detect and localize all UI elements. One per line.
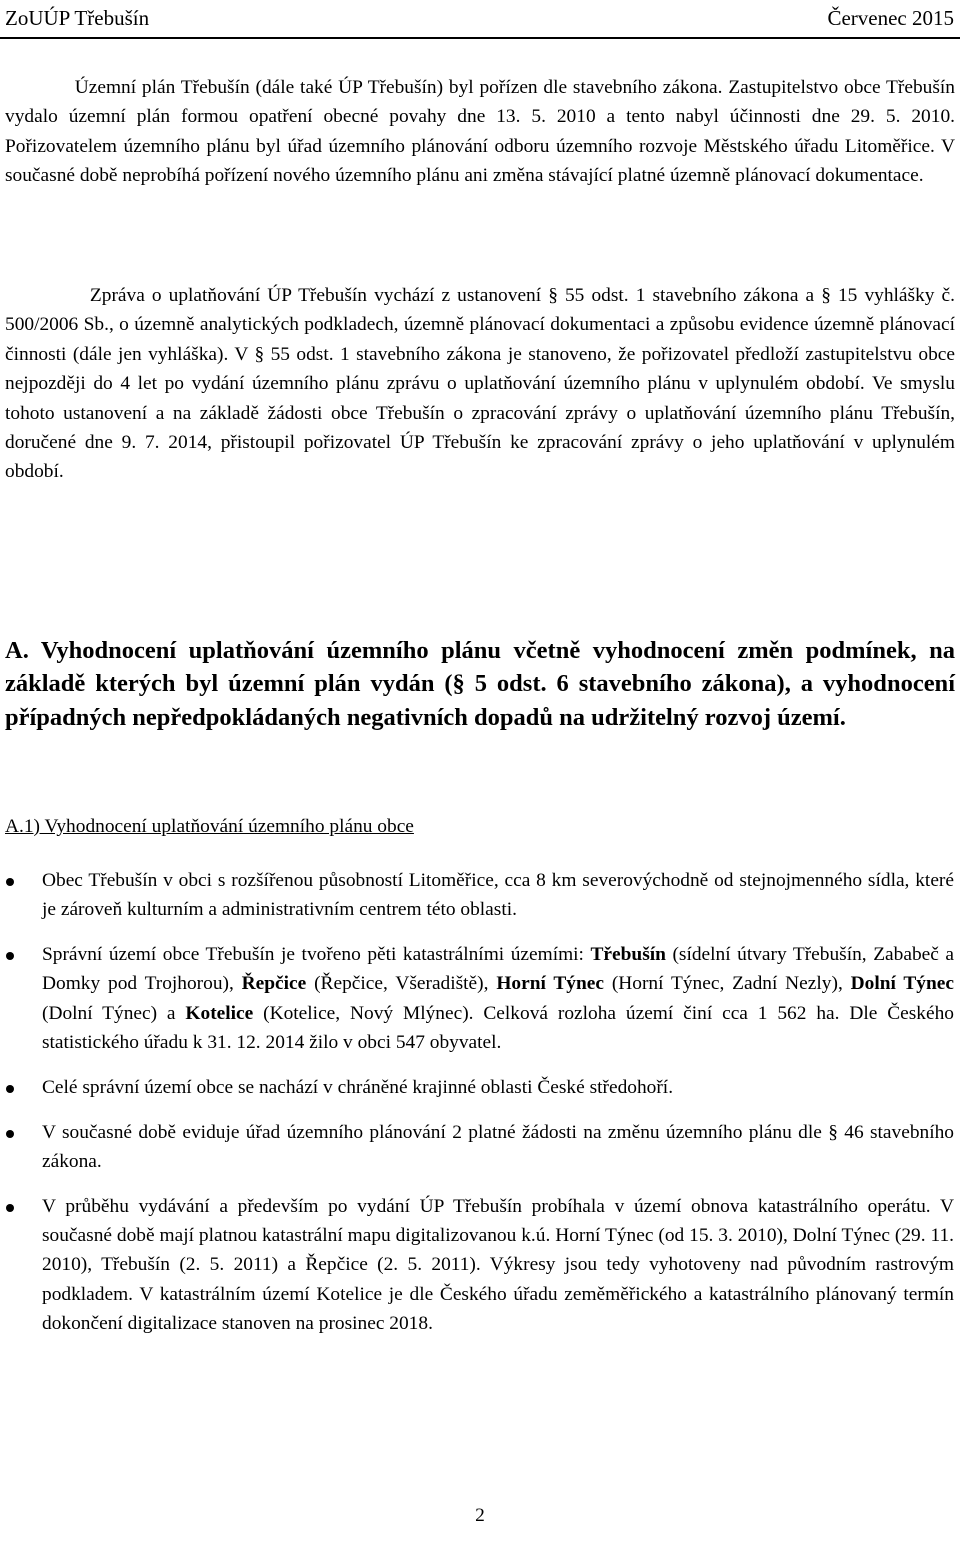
list-item	[0, 1073, 954, 1102]
list-item-text: V průběhu vydávání a především po vydání ÚP Třebušín probíhala v území obnova katastrálního operátu. V současné době mají platnou katastrální mapu digitalizovanou k.ú. Horní Týnec (od 15. 3. 2010), Dolní Týnec (29. 11. 2010), Třebušín (2. 5. 2011) a Řepčice (2. 5. 2011). Výkresy jsou tedy vyhotoveny nad původním rastrovým podkladem. V katastrálním území Kotelice je dle Českého úřadu zeměměřického a katastrálního plánovaný termín dokončení digitalizace stanoven na prosinec 2018.	[42, 1195, 954, 1334]
cadastral-name-trebusin: Třebušín	[590, 944, 666, 966]
bullet-icon	[6, 1204, 14, 1212]
page-header	[5, 4, 954, 34]
list-item-text: Obec Třebušín v obci s rozšířenou působností Litoměřice, cca 8 km severovýchodně od stejnojmenného sídla, které je zároveň kulturním a administrativním centrem této oblasti.	[42, 870, 954, 921]
bullet-icon	[6, 952, 14, 960]
intro-paragraph-2: Zpráva o uplatňování ÚP Třebušín vychází z ustanovení § 55 odst. 1 stavebního zákona a § 15 vyhlášky č. 500/2006 Sb., o územně analytických podkladech, územně plánovací dokumentaci a způsobu evidence územně plánovací činnosti (dále jen vyhláška). V § 55 odst. 1 stavebního zákona je stanoveno, že pořizovatel předloží zastupitelstvu obce nejpozději do 4 let po vydání územního plánu zprávu o uplatňování územního plánu v uplynulém období. Ve smyslu tohoto ustanovení a na základě žádosti obce Třebušín o zpracování zprávy o uplatňování územního plánu Třebušín, doručené dne 9. 7. 2014, přistoupil pořizovatel ÚP Třebušín ke zpracování zprávy o jeho uplatňování v uplynulém období.	[5, 285, 955, 483]
cadastral-name-kotelice: Kotelice	[185, 1002, 254, 1024]
bullet-icon	[6, 1130, 14, 1138]
intro-paragraph-1: Územní plán Třebušín (dále také ÚP Třebušín) byl pořízen dle stavebního zákona. Zastupitelstvo obce Třebušín vydalo územní plán formou opatření obecné povahy dne 13. 5. 2010 a tento nabyl účinnosti dne 29. 5. 2010. Pořizovatelem územního plánu byl úřad územního plánování odboru územního rozvoje Městského úřadu Litoměřice. V současné době neprobíhá pořízení nového územního plánu ani změna stávající platné územně plánovací dokumentace.	[5, 77, 955, 187]
list-item-text: V současné době eviduje úřad územního plánování 2 platné žádosti na změnu územního plánu dle § 46 stavebního zákona.	[42, 1121, 954, 1172]
header-date: Červenec 2015	[827, 6, 954, 30]
text-run: (Dolní Týnec) a	[42, 1002, 186, 1024]
cadastral-name-dolni-tynec: Dolní Týnec	[850, 973, 954, 995]
bullet-icon	[6, 878, 14, 886]
header-divider	[0, 37, 960, 39]
list-item	[0, 1118, 954, 1177]
text-run: (Kotelice, Nový Mlýnec). Celková rozloha území činí cca 1 562 ha. Dle Českého statistického úřadu k 31. 12. 2014 žilo v obci 547 obyvatel.	[42, 1002, 954, 1053]
section-a1-subheading: A.1) Vyhodnocení uplatňování územního plánu obce	[5, 816, 414, 837]
page-number: 2	[475, 1505, 485, 1526]
bullet-icon	[6, 1085, 14, 1093]
list-item-text: Celé správní území obce se nachází v chráněné krajinné oblasti České středohoří.	[42, 1076, 674, 1098]
cadastral-name-repcice: Řepčice	[241, 973, 307, 995]
header-document-title: ZoUÚP Třebušín	[5, 6, 150, 30]
bullet-list	[0, 866, 960, 1354]
list-item	[0, 1192, 954, 1338]
text-run: Správní území obce Třebušín je tvořeno pěti katastrálními územími:	[42, 944, 591, 966]
list-item-text	[42, 944, 954, 1053]
text-run: (Řepčice, Všeradiště),	[306, 973, 497, 995]
cadastral-name-horni-tynec: Horní Týnec	[496, 973, 604, 995]
text-run: (sídelní útvary Třebušín, Zababeč a Domky pod Trojhorou),	[42, 944, 954, 995]
section-a-heading: A. Vyhodnocení uplatňování územního plánu včetně vyhodnocení změn podmínek, na základě kterých byl územní plán vydán (§ 5 odst. 6 stavebního zákona), a vyhodnocení případných nepředpokládaných negativních dopadů na udržitelný rozvoj území.	[5, 637, 955, 731]
text-run: (Horní Týnec, Zadní Nezly),	[603, 973, 851, 995]
list-item	[0, 866, 954, 925]
list-item	[0, 940, 954, 1057]
